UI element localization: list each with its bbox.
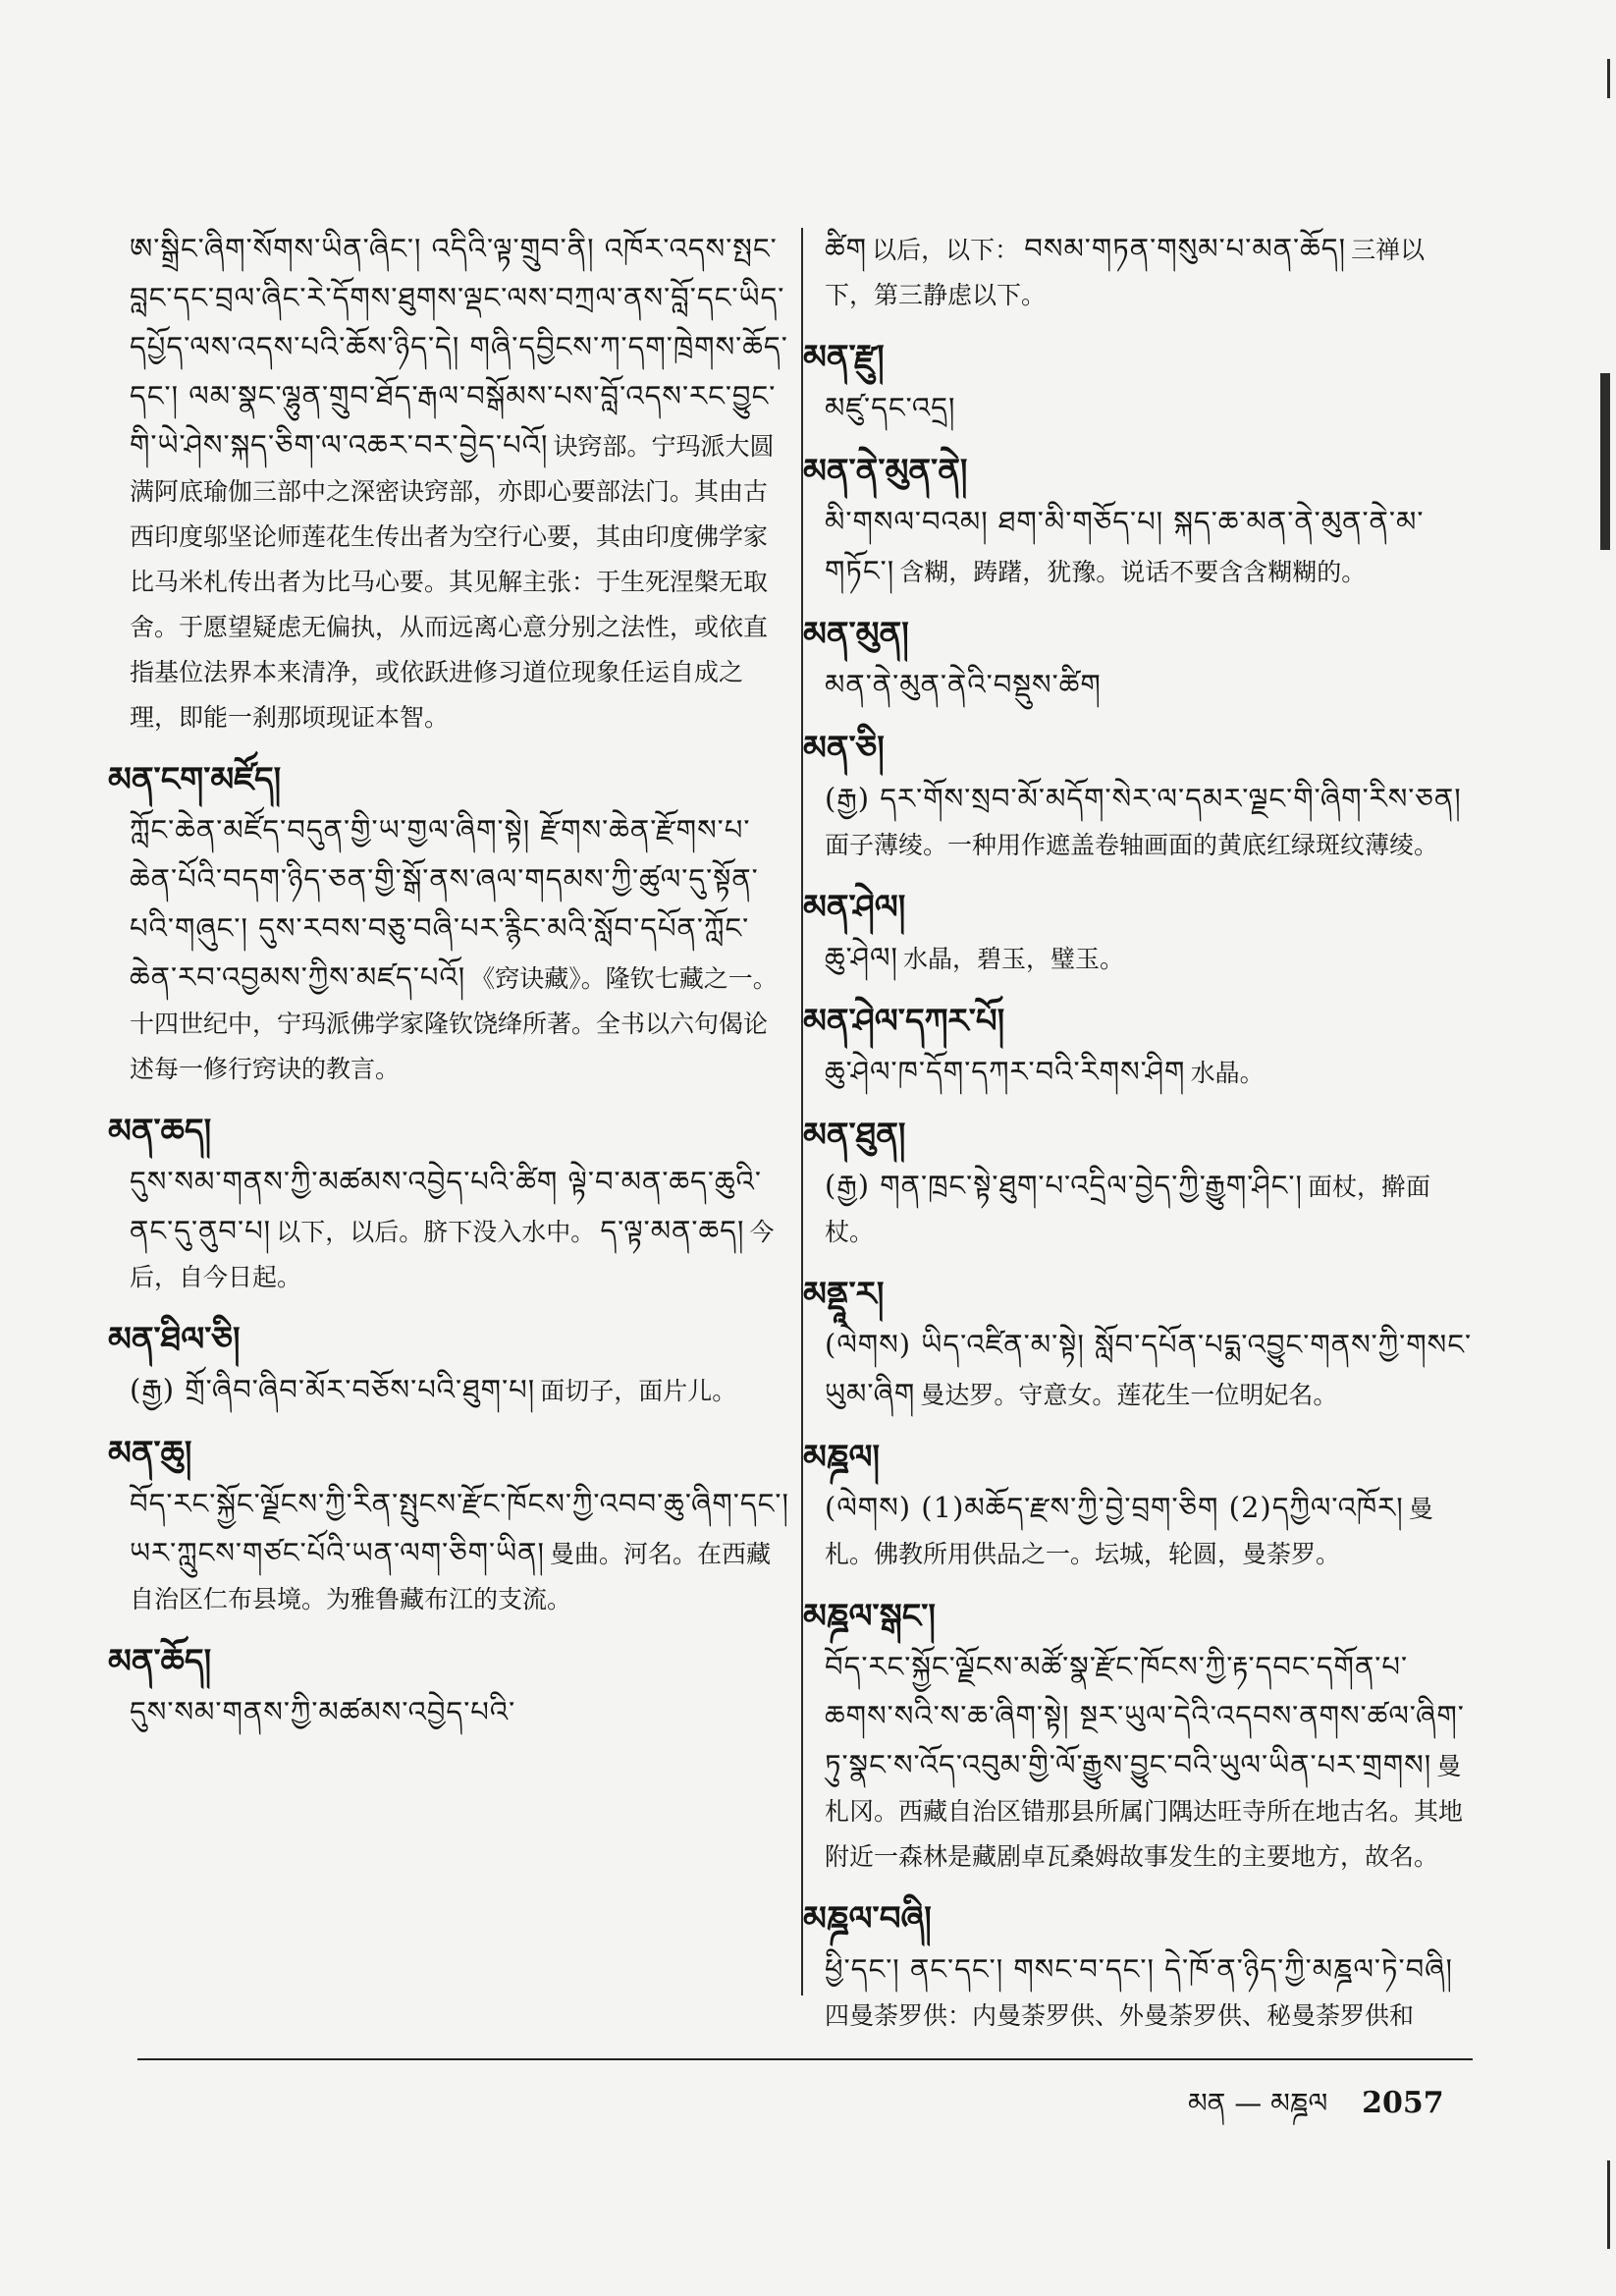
entry-tibetan-definition: ཀློང་ཆེན་མཛོད་བདུན་གྱི་ཡ་གྱལ་ཞིག་སྟེ། རྫོགས་ཆེན་རྫོགས་པ་ཆེན་པོའི་བདག་ཉིད་ཅན་གྱི་སྒོ་ནས་ཞལ་གདམས་ཀྱི་ཚུལ་དུ་སྟོན་པའི་གཞུང་། དུས་རབས་བཅུ་བཞི་པར་རྙིང་མའི་སློབ་དཔོན་ཀློང་ཆེན་རབ་འབྱམས་ཀྱིས་མཛད་པའོ།: [130, 813, 759, 994]
dictionary-entry: [108, 1106, 789, 1300]
right-column: [803, 224, 1473, 2052]
page-range: མན — མཎྜལ: [1188, 2087, 1328, 2119]
page-edge-mark: [1607, 59, 1610, 98]
entry-chinese-definition: 曼札。佛教所用供品之一。坛城，轮圆，曼荼罗。: [825, 1495, 1433, 1568]
entry-tibetan-definition: བོད་རང་སྐྱོང་ལྗོངས་མཚོ་སྣ་རྫོང་ཁོངས་ཀྱི་རྟ་དབང་དགོན་པ་ཆགས་སའི་ས་ཆ་ཞིག་སྟེ། སྔར་ཡུལ་དེའི་འདབས་ནགས་ཚལ་ཞིག་ཏུ་སྣང་ས་འོད་འབུམ་གྱི་ལོ་རྒྱུས་བྱུང་བའི་ཡུལ་ཡིན་པར་གྲགས།: [825, 1650, 1465, 1781]
entry-headword: མན་ཤེལ་དཀར་པོ།: [803, 1002, 1005, 1041]
entry-chinese-definition: 曼达罗。守意女。莲花生一位明妃名。: [920, 1381, 1338, 1409]
entry-chinese-definition: 曼札冈。西藏自治区错那县所属门隅达旺寺所在地古名。其地附近一森林是藏剧卓瓦桑姆故事发生的主要地方，故名。: [825, 1752, 1464, 1871]
entry-tibetan-definition: ཆུ་ཤེལ་ཁ་དོག་དཀར་བའི་རིགས་ཤིག: [825, 1055, 1186, 1088]
dictionary-entry: [803, 996, 1473, 1096]
dictionary-entry: [803, 446, 1473, 595]
entry-headword: མན་ཆོད།: [108, 1642, 212, 1681]
dictionary-entry: [803, 609, 1473, 709]
left-column: [108, 224, 789, 1750]
entry-tibetan-definition: ཕྱི་དང་། ནང་དང་། གསང་བ་དང་། དེ་ཁོ་ན་ཉིད་ཀྱི་མཎྜལ་ཏེ་བཞི།: [825, 1952, 1453, 1986]
entry-headword: མན་ཤེལ།: [803, 888, 906, 927]
page-edge-mark: [1600, 373, 1610, 550]
dictionary-entry: [108, 1428, 789, 1622]
entry-chinese-definition: 诀窍部。宁玛派大圆满阿底瑜伽三部中之深密诀窍部，亦即心要部法门。其由古西印度邬坚论师莲花生传出者为空行心要，其由印度佛学家比马米札传出者为比马心要。其见解主张：于生死涅槃无取舍。于愿望疑虑无偏执，从而远离心意分别之法性，或依直指基位法界本来清净，或依跃进修习道位现象任运自成之理，即能一刹那顷现证本智。: [130, 432, 775, 732]
entry-chinese-definition: 水晶。: [1190, 1059, 1265, 1087]
dictionary-entry: [803, 882, 1473, 982]
entry-tibetan-definition: ཆུ་ཤེལ།: [825, 941, 898, 974]
dictionary-entry: [108, 1636, 789, 1736]
dictionary-entry: [825, 224, 1473, 318]
entry-tibetan-example: ད་ལྟ་མན་ཆད།: [600, 1214, 745, 1247]
entry-chinese-definition: 水晶，碧玉，璧玉。: [903, 945, 1125, 973]
entry-tibetan-definition: (རྒྱ) གན་ཁྲང་སྟེ་ཐུག་པ་འདྲིལ་བྱེད་ཀྱི་རྒྱུག་ཤིང་།: [825, 1169, 1303, 1202]
entry-tibetan-definition: དུས་སམ་གནས་ཀྱི་མཚམས་འབྱེད་པའི་: [130, 1695, 516, 1728]
entry-tibetan-definition: མི་གསལ་བའམ། ཐག་མི་གཅོད་པ། སྐད་ཆ་མན་ནེ་མུན་ནེ་མ་གཏོང་།: [825, 505, 1425, 587]
entry-tibetan-definition: དུས་སམ་གནས་ཀྱི་མཚམས་འབྱེད་པའི་ཚིག ལྟེ་བ་མན་ཆད་ཆུའི་ནང་དུ་ནུབ་པ།: [130, 1165, 762, 1247]
entry-chinese-example: 三禅以下，第三静虑以下。: [825, 236, 1426, 309]
entry-headword: མནྡཱ་ར།: [803, 1275, 885, 1314]
dictionary-entry: [108, 754, 789, 1092]
entry-headword: མཎྜལ་སྒང་།: [803, 1597, 936, 1636]
entry-headword: མན་ངག་མཛོད།: [108, 760, 282, 799]
entry-chinese-definition: 以后，以下：: [872, 236, 1020, 264]
entry-headword: མན་ནེ་མུན་ནེ།: [803, 452, 968, 491]
entry-chinese-definition: 《窍诀藏》。隆钦七藏之一。十四世纪中，宁玛派佛学家隆钦饶绛所著。全书以六句偈论述每一修行窍诀的教言。: [130, 964, 778, 1083]
entry-chinese-definition: 面杖，擀面杖。: [825, 1173, 1431, 1246]
entry-headword: མན་ཅི།: [803, 729, 885, 768]
dictionary-entry: [130, 224, 789, 740]
dictionary-entry: [803, 1269, 1473, 1418]
entry-headword: མན་ཐིལ་ཅི།: [108, 1320, 241, 1359]
entry-tibetan-example: བསམ་གཏན་གསུམ་པ་མན་ཆོད།: [1024, 232, 1347, 265]
page-edge-mark: [1607, 2160, 1610, 2249]
entry-chinese-example: 今后，自今日起。: [130, 1218, 775, 1291]
entry-chinese-definition: 以下，以后。脐下没入水中。: [276, 1218, 596, 1246]
dictionary-entry: [803, 1893, 1473, 2039]
entry-tibetan-definition: ཨ་སྒྲིང་ཞིག་སོགས་ཡིན་ཞིང་། འདིའི་ལྟ་གྲུབ་ནི། འཁོར་འདས་སྤང་བླང་དང་བྲལ་ཞིང་རེ་དོགས་ཐུགས་ལྡང་ལས་བཀྲལ་ནས་བློ་དང་ཡིད་དཔྱོད་ལས་འདས་པའི་ཆོས་ཉིད་དེ། གཞི་དབྱིངས་ཀ་དག་ཁྲེགས་ཆོད་དང་། ལམ་སྣང་ལྷུན་གྲུབ་ཐོད་རྒལ་བསྒོམས་པས་བློ་འདས་རང་བྱུང་གི་ཡེ་ཤེས་སྐད་ཅིག་ལ་འཆར་བར་བྱེད་པའོ།: [130, 232, 788, 462]
entry-tibetan-definition: (ལེགས) (1)མཆོད་རྫས་ཀྱི་བྱེ་བྲག་ཅིག (2)དཀྱིལ་འཁོར།: [825, 1491, 1404, 1524]
entry-headword: མན་ཆད།: [108, 1112, 212, 1151]
entry-headword: མན་ཐུན།: [803, 1116, 906, 1155]
entry-tibetan-definition: (རྒྱ) དར་གོས་སྲབ་མོ་མདོག་སེར་ལ་དམར་ལྗང་གི་ཞིག་རིས་ཅན།: [825, 782, 1462, 815]
page-number: 2057: [1362, 2086, 1444, 2120]
entry-headword: མན་ཆུ།: [108, 1434, 192, 1473]
entry-headword: མན་རྫུ།: [803, 338, 885, 377]
entry-tibetan-definition: (རྒྱ) གྲོ་ཞིབ་ཞིབ་མོར་བཅོས་པའི་ཐུག་པ།: [130, 1373, 536, 1406]
entry-chinese-definition: 面子薄绫。一种用作遮盖卷轴画面的黄底红绿斑纹薄绫。: [825, 831, 1439, 859]
entry-chinese-definition: 面切子，面片儿。: [540, 1377, 737, 1405]
dictionary-entry: [803, 1110, 1473, 1255]
dictionary-entry: [108, 1314, 789, 1414]
entry-headword: མན་མུན།: [803, 615, 909, 654]
entry-chinese-definition: 含糊，踌躇，犹豫。说话不要含含糊糊的。: [899, 558, 1367, 586]
page-footer: [1188, 2072, 1444, 2150]
entry-chinese-definition: 四曼荼罗供：内曼荼罗供、外曼荼罗供、秘曼荼罗供和: [825, 2001, 1415, 2030]
dictionary-entry: [803, 332, 1473, 432]
entry-tibetan-definition: བོད་རང་སྐྱོང་ལྗོངས་ཀྱི་རིན་སྤུངས་རྫོང་ཁོངས་ཀྱི་འབབ་ཆུ་ཞིག་དང་། ཡར་ཀླུངས་གཙང་པོའི་ཡན་ལག་ཅིག་ཡིན།: [130, 1487, 789, 1569]
entry-tibetan-definition: མན་ནེ་མུན་ནེའི་བསྡུས་ཚིག: [825, 668, 1102, 701]
dictionary-entry: [803, 723, 1473, 868]
entry-headword: མཎྜལ་བཞི།: [803, 1899, 932, 1939]
entry-tibetan-definition: ཚིག: [825, 232, 868, 265]
footer-rule: [137, 2058, 1473, 2060]
entry-headword: མཎྜལ།: [803, 1438, 881, 1477]
entry-chinese-definition: 曼曲。河名。在西藏自治区仁布县境。为雅鲁藏布江的支流。: [130, 1540, 772, 1613]
dictionary-entry: [803, 1591, 1473, 1880]
entry-tibetan-definition: མཛུ་དང་འདྲ།: [825, 391, 956, 424]
dictionary-entry: [803, 1432, 1473, 1577]
entry-tibetan-definition: (ལེགས) ཡིད་འཛིན་མ་སྟེ། སློབ་དཔོན་པདྨ་འབྱུང་གནས་ཀྱི་གསང་ཡུམ་ཞིག: [825, 1328, 1473, 1410]
